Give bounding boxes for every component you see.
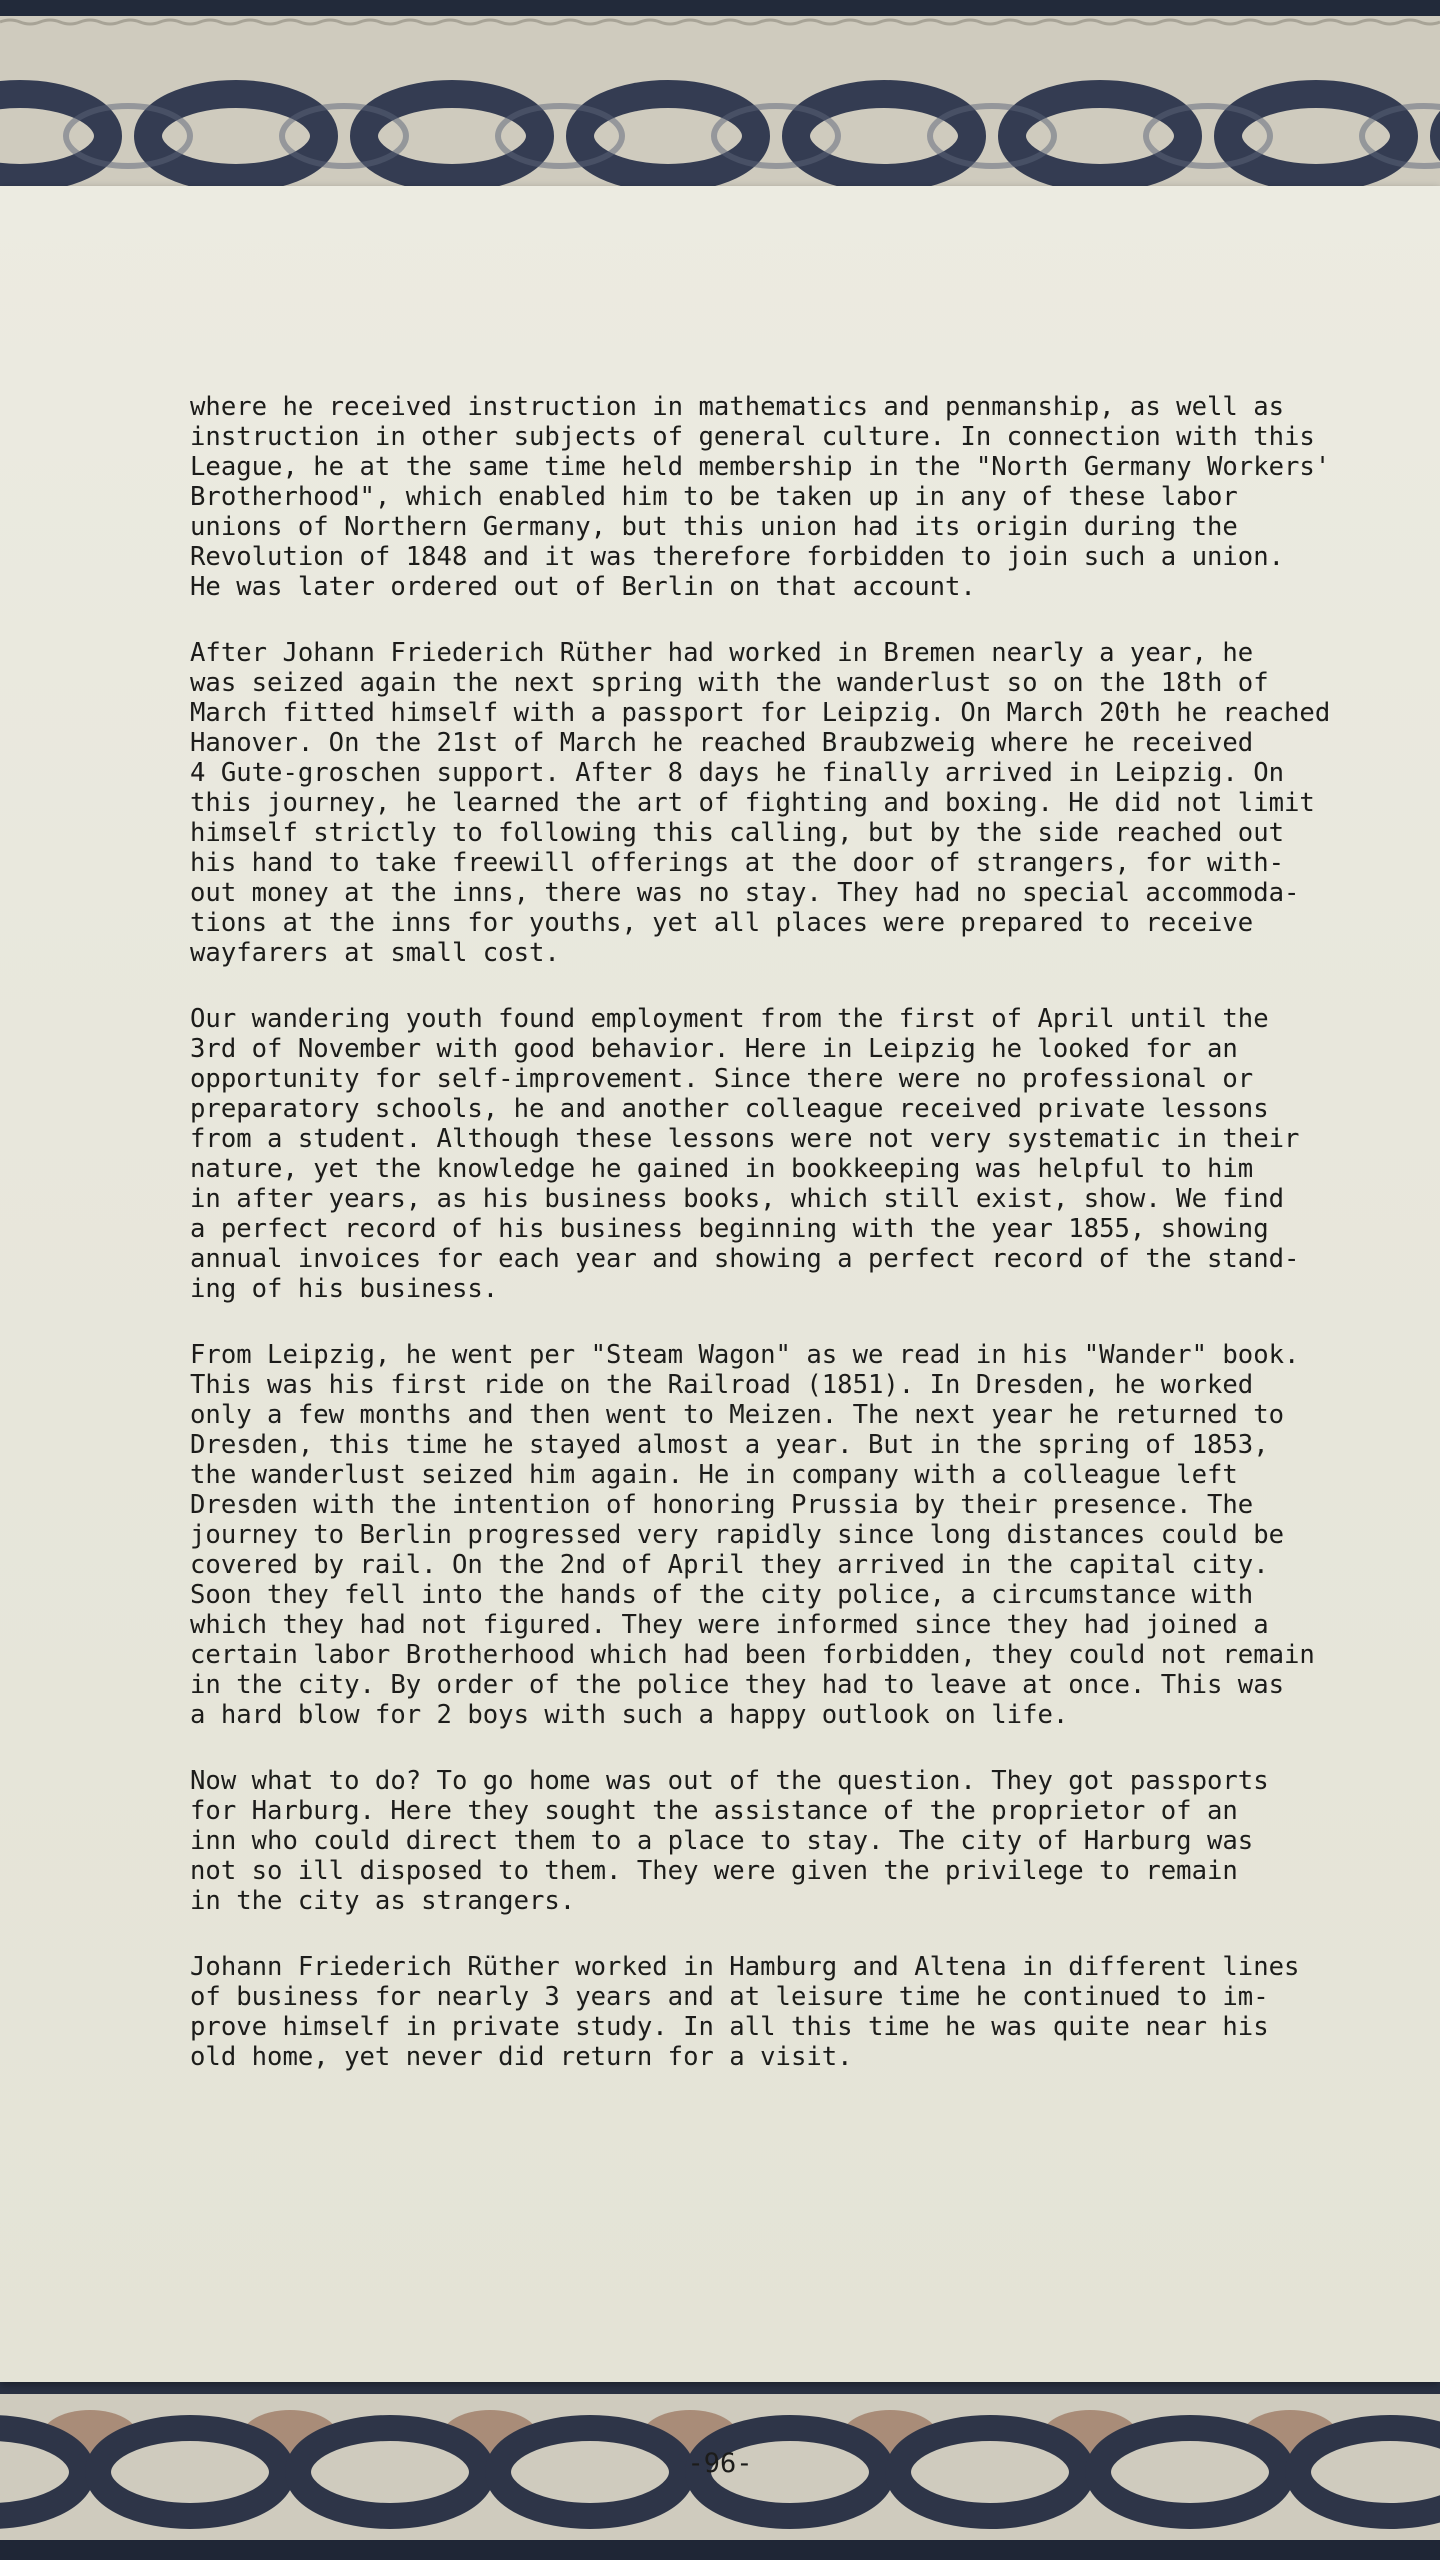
text-line: nature, yet the knowledge he gained in bookkeeping was helpful to him bbox=[190, 1154, 1254, 1184]
text-line: Brotherhood", which enabled him to be taken up in any of these labor bbox=[190, 482, 1238, 512]
text-line: inn who could direct them to a place to stay. The city of Harburg was bbox=[190, 1826, 1254, 1856]
paragraph bbox=[190, 1952, 1410, 2072]
document-page bbox=[0, 186, 1440, 2479]
text-line: old home, yet never did return for a visit. bbox=[190, 2042, 853, 2072]
text-line: which they had not figured. They were informed since they had joined a bbox=[190, 1610, 1269, 1640]
text-line: ing of his business. bbox=[190, 1274, 499, 1304]
text-line: only a few months and then went to Meizen. The next year he returned to bbox=[190, 1400, 1285, 1430]
text-line: Dresden with the intention of honoring Prussia by their presence. The bbox=[190, 1490, 1254, 1520]
text-line: Now what to do? To go home was out of the question. They got passports bbox=[190, 1766, 1269, 1796]
page-number: -96- bbox=[687, 2448, 753, 2479]
woven-pattern-top bbox=[0, 0, 1440, 200]
text-line: of business for nearly 3 years and at leisure time he continued to im- bbox=[190, 1982, 1269, 2012]
text-line: Revolution of 1848 and it was therefore forbidden to join such a union. bbox=[190, 542, 1285, 572]
text-line: March fitted himself with a passport for Leipzig. On March 20th he reached bbox=[190, 698, 1331, 728]
text-line: prove himself in private study. In all this time he was quite near his bbox=[190, 2012, 1269, 2042]
text-line: This was his first ride on the Railroad (1851). In Dresden, he worked bbox=[190, 1370, 1254, 1400]
text-line: preparatory schools, he and another colleague received private lessons bbox=[190, 1094, 1269, 1124]
text-line: 3rd of November with good behavior. Here in Leipzig he looked for an bbox=[190, 1034, 1238, 1064]
text-line: was seized again the next spring with the wanderlust so on the 18th of bbox=[190, 668, 1269, 698]
text-line: Soon they fell into the hands of the city police, a circumstance with bbox=[190, 1580, 1254, 1610]
text-line: instruction in other subjects of general culture. In connection with this bbox=[190, 422, 1315, 452]
text-line: From Leipzig, he went per "Steam Wagon" as we read in his "Wander" book. bbox=[190, 1340, 1300, 1370]
paragraph bbox=[190, 1766, 1410, 1916]
text-line: for Harburg. Here they sought the assistance of the proprietor of an bbox=[190, 1796, 1238, 1826]
text-line: in the city. By order of the police they had to leave at once. This was bbox=[190, 1670, 1285, 1700]
paragraph bbox=[190, 1004, 1410, 1304]
body-text bbox=[190, 392, 1410, 2108]
text-line: Our wandering youth found employment from the first of April until the bbox=[190, 1004, 1269, 1034]
text-line: Johann Friederich Rüther worked in Hamburg and Altena in different lines bbox=[190, 1952, 1300, 1982]
text-line: covered by rail. On the 2nd of April they arrived in the capital city. bbox=[190, 1550, 1269, 1580]
text-line: 4 Gute-groschen support. After 8 days he finally arrived in Leipzig. On bbox=[190, 758, 1285, 788]
text-line: wayfarers at small cost. bbox=[190, 938, 560, 968]
text-line: He was later ordered out of Berlin on that account. bbox=[190, 572, 976, 602]
paragraph bbox=[190, 1340, 1410, 1730]
text-line: Hanover. On the 21st of March he reached Braubzweig where he received bbox=[190, 728, 1254, 758]
text-line: a hard blow for 2 boys with such a happy outlook on life. bbox=[190, 1700, 1069, 1730]
text-line: out money at the inns, there was no stay. They had no special accommoda- bbox=[190, 878, 1300, 908]
text-line: this journey, he learned the art of fighting and boxing. He did not limit bbox=[190, 788, 1315, 818]
text-line: where he received instruction in mathematics and penmanship, as well as bbox=[190, 392, 1285, 422]
text-line: himself strictly to following this calling, but by the side reached out bbox=[190, 818, 1285, 848]
text-line: from a student. Although these lessons were not very systematic in their bbox=[190, 1124, 1300, 1154]
text-line: tions at the inns for youths, yet all places were prepared to receive bbox=[190, 908, 1254, 938]
text-line: in after years, as his business books, which still exist, show. We find bbox=[190, 1184, 1285, 1214]
text-line: annual invoices for each year and showing a perfect record of the stand- bbox=[190, 1244, 1300, 1274]
text-line: Dresden, this time he stayed almost a year. But in the spring of 1853, bbox=[190, 1430, 1269, 1460]
text-line: journey to Berlin progressed very rapidly since long distances could be bbox=[190, 1520, 1285, 1550]
text-line: not so ill disposed to them. They were given the privilege to remain bbox=[190, 1856, 1238, 1886]
text-line: certain labor Brotherhood which had been forbidden, they could not remain bbox=[190, 1640, 1315, 1670]
text-line: opportunity for self-improvement. Since there were no professional or bbox=[190, 1064, 1254, 1094]
text-line: the wanderlust seized him again. He in company with a colleague left bbox=[190, 1460, 1238, 1490]
paragraph bbox=[190, 392, 1410, 602]
text-line: in the city as strangers. bbox=[190, 1886, 576, 1916]
woven-border-top bbox=[0, 0, 1440, 200]
text-line: League, he at the same time held membership in the "North Germany Workers' bbox=[190, 452, 1331, 482]
text-line: his hand to take freewill offerings at the door of strangers, for with- bbox=[190, 848, 1285, 878]
text-line: a perfect record of his business beginning with the year 1855, showing bbox=[190, 1214, 1269, 1244]
text-line: After Johann Friederich Rüther had worked in Bremen nearly a year, he bbox=[190, 638, 1254, 668]
paragraph bbox=[190, 638, 1410, 968]
text-line: unions of Northern Germany, but this union had its origin during the bbox=[190, 512, 1238, 542]
